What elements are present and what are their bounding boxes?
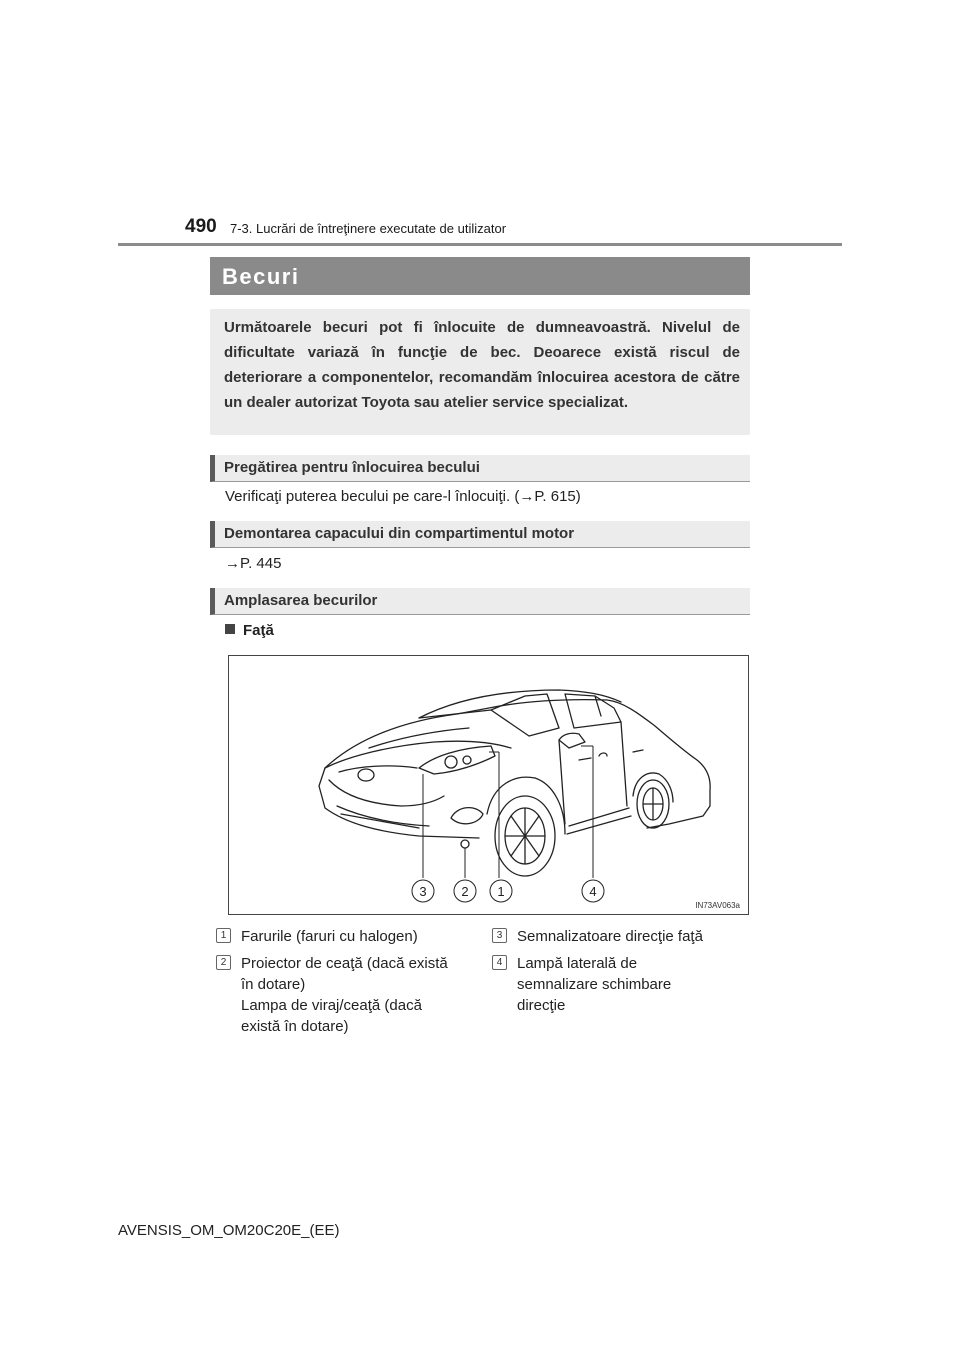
- subheading-front: [225, 622, 274, 639]
- subheading-front-text: Faţă: [243, 622, 274, 639]
- intro-text: Următoarele becuri pot fi înlocuite de dumneavoastră. Nivelul de dificultate variază în funcţie de bec. Deoarece există riscul de deteriorare a componentelor, recomandăm înlocuirea acestora de către un dealer autorizat Toyota sau atelier service specializat.: [224, 319, 740, 411]
- section-heading-cover-removal: [210, 521, 750, 548]
- intro-box: [210, 309, 750, 435]
- legend-line: există în dotare): [241, 1018, 349, 1035]
- legend-item-side-signal: [517, 953, 671, 1016]
- car-illustration: [229, 656, 748, 914]
- legend-item-turn-signals: Semnalizatoare direcţie faţă: [517, 928, 703, 945]
- callout-label: 2: [461, 884, 469, 899]
- callout-label: 1: [497, 884, 505, 899]
- legend-line: Lampă laterală de: [517, 955, 638, 972]
- square-bullet-icon: [225, 624, 235, 634]
- section-heading-preparation: [210, 455, 750, 482]
- legend-line: Proiector de ceaţă (dacă există: [241, 955, 448, 972]
- legend-number: 1: [216, 928, 231, 943]
- section-heading-text: Demontarea capacului din compartimentul motor: [224, 525, 575, 542]
- legend-line: direcţie: [517, 997, 566, 1014]
- document-footer: AVENSIS_OM_OM20C20E_(EE): [118, 1222, 340, 1239]
- chapter-title: 7-3. Lucrări de întreţinere executate de utilizator: [230, 221, 507, 236]
- legend-item-fog-light: [241, 953, 448, 1037]
- page-title: Becuri: [222, 264, 300, 289]
- legend-line: semnalizare schimbare: [517, 976, 672, 993]
- car-illustration-figure: [228, 655, 749, 915]
- legend-line: în dotare): [241, 976, 306, 993]
- header-divider: [118, 243, 842, 246]
- page-number: 490: [185, 216, 217, 237]
- section-heading-text: Amplasarea becurilor: [224, 592, 378, 609]
- section-heading-locations: [210, 588, 750, 615]
- legend-number: 3: [492, 928, 507, 943]
- callout-label: 4: [589, 884, 597, 899]
- section-heading-text: Pregătirea pentru înlocuirea becului: [224, 459, 480, 476]
- section-title-bar: [210, 257, 750, 295]
- callout-label: 3: [419, 884, 427, 899]
- preparation-text: Verificaţi puterea becului pe care-l înlocuiţi. (→P. 615): [225, 488, 581, 505]
- legend-number: 2: [216, 955, 231, 970]
- legend-item-headlights: Farurile (faruri cu halogen): [241, 928, 418, 945]
- legend-number: 4: [492, 955, 507, 970]
- legend-line: Lampa de viraj/ceaţă (dacă: [241, 997, 422, 1014]
- figure-code: IN73AV063a: [695, 901, 740, 910]
- cover-removal-reference: →P. 445: [225, 555, 282, 572]
